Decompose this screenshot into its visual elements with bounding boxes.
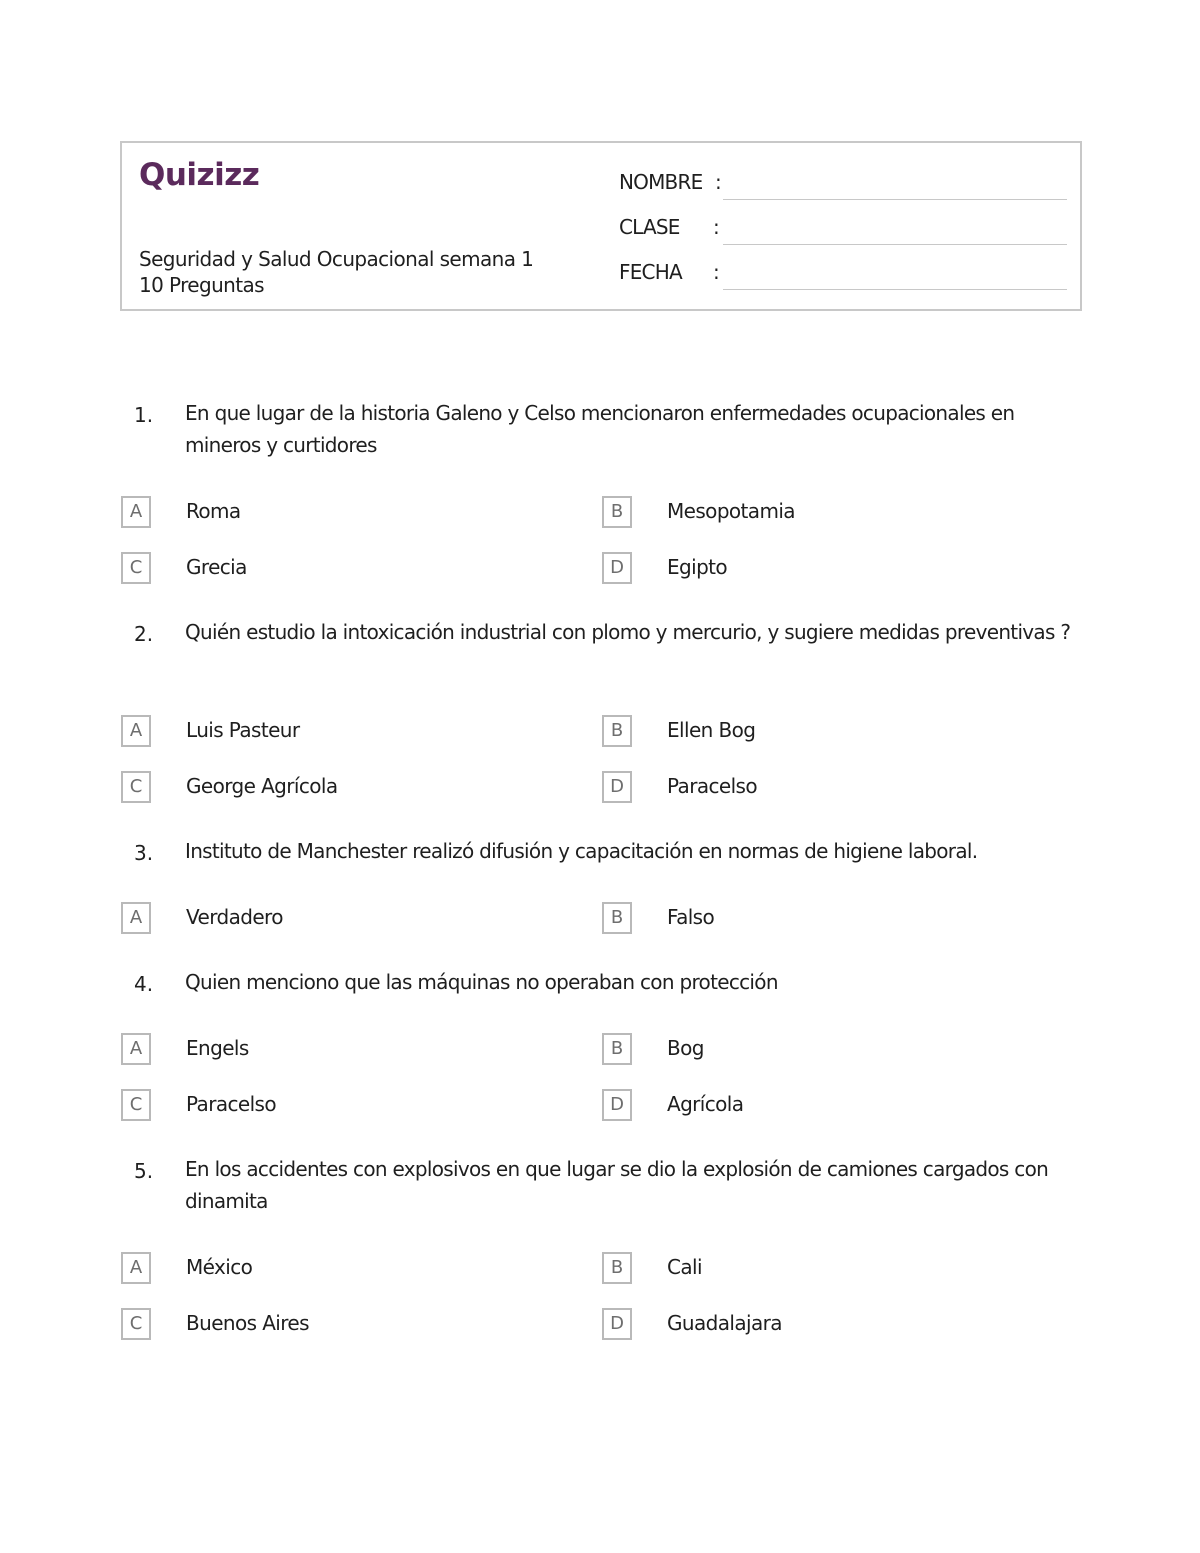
option-letter: B [602, 715, 632, 747]
class-colon: : [713, 215, 720, 239]
option-letter: A [121, 496, 151, 528]
question-number: 5. [134, 1159, 154, 1183]
option-letter: C [121, 552, 151, 584]
option-text: Paracelso [667, 774, 758, 798]
quiz-title: Seguridad y Salud Ocupacional semana 1 [139, 247, 534, 271]
option-text: Verdadero [186, 905, 283, 929]
question-text: Quién estudio la intoxicación industrial con plomo y mercurio, y sugiere medidas preventivas ? [185, 620, 1071, 644]
question-text: Quien menciono que las máquinas no operaban con protección [185, 970, 778, 994]
option-letter: B [602, 902, 632, 934]
option-letter: A [121, 1033, 151, 1065]
option-letter: D [602, 771, 632, 803]
class-label: CLASE [619, 215, 680, 239]
question-number: 4. [134, 972, 154, 996]
question-number: 3. [134, 841, 154, 865]
option-text: Agrícola [667, 1092, 744, 1116]
option-letter: A [121, 715, 151, 747]
name-field[interactable] [619, 166, 1067, 200]
option-text: México [186, 1255, 253, 1279]
date-field[interactable] [619, 256, 1067, 290]
date-colon: : [713, 260, 720, 284]
worksheet-header [120, 141, 1082, 311]
name-colon: : [715, 170, 722, 194]
option-text: Buenos Aires [186, 1311, 309, 1335]
option-text: Paracelso [186, 1092, 277, 1116]
option-letter: B [602, 1033, 632, 1065]
option-letter: C [121, 771, 151, 803]
option-text: Bog [667, 1036, 704, 1060]
option-text: Guadalajara [667, 1311, 782, 1335]
option-text: Falso [667, 905, 715, 929]
question-number: 2. [134, 622, 154, 646]
question-text: Instituto de Manchester realizó difusión y capacitación en normas de higiene laboral. [185, 839, 978, 863]
name-line[interactable] [723, 199, 1067, 200]
option-text: Egipto [667, 555, 728, 579]
option-text: Ellen Bog [667, 718, 756, 742]
option-letter: D [602, 552, 632, 584]
option-letter: B [602, 496, 632, 528]
option-text: Engels [186, 1036, 249, 1060]
date-line[interactable] [723, 289, 1067, 290]
question-count: 10 Preguntas [139, 273, 264, 297]
option-text: Luis Pasteur [186, 718, 300, 742]
class-line[interactable] [723, 244, 1067, 245]
question-number: 1. [134, 403, 154, 427]
option-letter: A [121, 902, 151, 934]
option-letter: A [121, 1252, 151, 1284]
option-letter: C [121, 1308, 151, 1340]
question-text: En que lugar de la historia Galeno y Celso mencionaron enfermedades ocupacionales en mineros y curtidores [185, 401, 1015, 457]
option-letter: C [121, 1089, 151, 1121]
option-letter: D [602, 1089, 632, 1121]
option-text: Cali [667, 1255, 702, 1279]
name-label: NOMBRE [619, 170, 703, 194]
class-field[interactable] [619, 211, 1067, 245]
quizizz-logo: Quizizz [139, 157, 260, 193]
option-text: Roma [186, 499, 241, 523]
option-text: Grecia [186, 555, 247, 579]
date-label: FECHA [619, 260, 682, 284]
option-text: George Agrícola [186, 774, 338, 798]
option-letter: B [602, 1252, 632, 1284]
option-text: Mesopotamia [667, 499, 795, 523]
question-text: En los accidentes con explosivos en que lugar se dio la explosión de camiones cargados con dinamita [185, 1157, 1049, 1213]
option-letter: D [602, 1308, 632, 1340]
